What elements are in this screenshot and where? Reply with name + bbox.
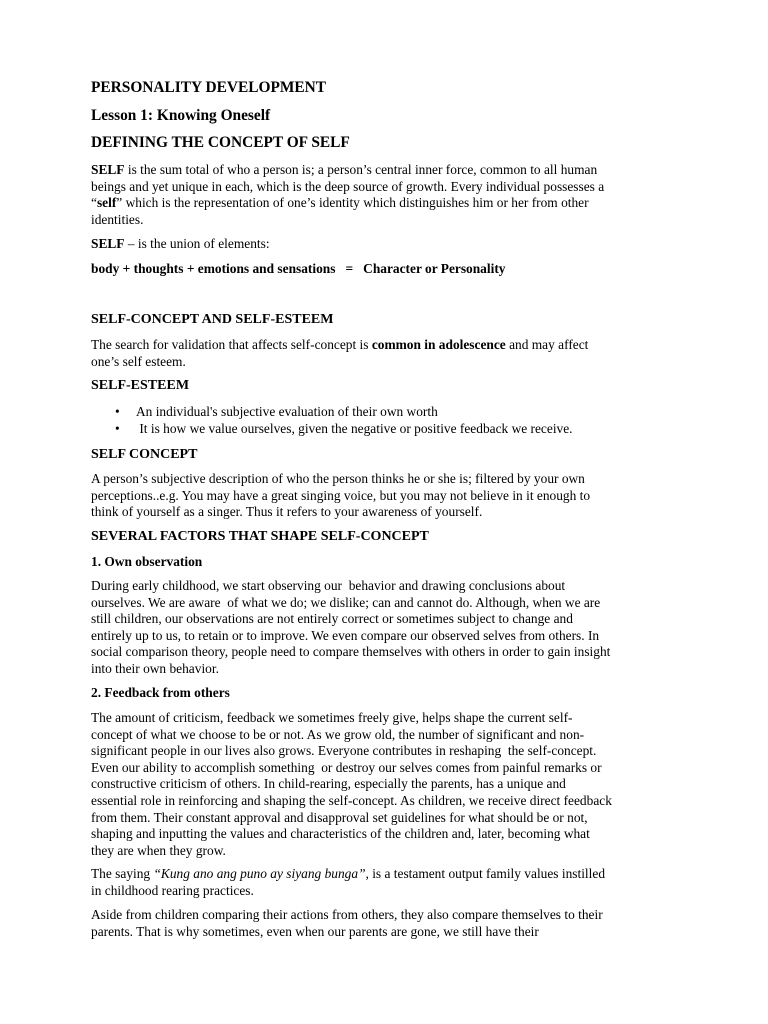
self-esteem-heading: SELF-ESTEEM [91, 378, 190, 393]
document-title: PERSONALITY DEVELOPMENT [91, 79, 327, 96]
self-def-open-quote: “ [91, 195, 97, 211]
self-esteem-list [91, 404, 691, 437]
self-term: SELF [91, 162, 125, 177]
saying-post: is a testament output family values instilled [368, 866, 606, 881]
paragraph-line: The amount of criticism, feedback we sometimes freely give, helps shape the current self- [91, 710, 573, 725]
list-item: • It is how we value ourselves, given the negative or positive feedback we receive. [91, 421, 691, 438]
factor-1-paragraph [91, 578, 691, 678]
paragraph-line: into their own behavior. [91, 660, 219, 676]
paragraph-line: concept of what we choose to be or not. As we grow old, the number of significant and non- [91, 726, 585, 742]
lesson-title: Lesson 1: Knowing Oneself [91, 107, 271, 124]
self-def-line-4: identities. [91, 211, 144, 227]
paragraph-line: social comparison theory, people need to compare themselves with others in order to gain insight [91, 644, 611, 660]
closing-paragraph [91, 907, 691, 940]
self-equation: body + thoughts + emotions and sensations = Character or Personality [91, 261, 506, 276]
self-def-line-2: beings and yet unique in each, which is the deep source of growth. Every individual possesses a [91, 178, 605, 194]
saying-quote: “Kung ano ang puno ay siyang bunga”, [153, 866, 369, 881]
paragraph-line: still children, our observations are not entirely correct or sometimes subject to change and [91, 611, 573, 627]
factor-2-paragraph [91, 710, 691, 859]
self-union-text: – is the union of elements: [124, 236, 270, 251]
saying-line-2: in childhood rearing practices. [91, 882, 254, 898]
saying-pre: The saying [91, 866, 154, 881]
validation-line-1-post: and may affect [505, 337, 589, 352]
paragraph-line: they are when they grow. [91, 842, 226, 858]
paragraph-line: parents. That is why sometimes, even when our parents are gone, we still have their [91, 923, 539, 939]
self-concept-heading: SELF CONCEPT [91, 447, 198, 462]
paragraph-line: significant people in our lives also grows. Everyone contributes in reshaping the self-concept. [91, 743, 597, 759]
self-def-line-3: ” which is the representation of one’s identity which distinguishes him or her from other [116, 195, 589, 211]
saying-paragraph [91, 866, 691, 899]
paragraph-line: essential role in reinforcing and shaping the self-concept. As children, we receive direct feedback [91, 792, 612, 808]
self-quoted-term: self [96, 195, 117, 211]
paragraph-line: ourselves. We are aware of what we do; we dislike; can and cannot do. Although, when we are [91, 594, 601, 610]
factor-1-heading: 1. Own observation [91, 554, 203, 569]
list-item: • An individual's subjective evaluation of their own worth [91, 404, 691, 421]
section-heading-self-concept-esteem: SELF-CONCEPT AND SELF-ESTEEM [91, 312, 334, 327]
paragraph-line: Aside from children comparing their actions from others, they also compare themselves to their [91, 907, 603, 922]
paragraph-line: think of yourself as a singer. Thus it refers to your awareness of yourself. [91, 504, 483, 520]
self-union-line [91, 236, 691, 253]
paragraph-line: Even our ability to accomplish something or destroy our selves comes from painful remarks or [91, 759, 602, 775]
paragraph-line: constructive criticism of others. In child-rearing, especially the parents, has a unique and [91, 776, 566, 792]
validation-bold-phrase: common in adolescence [371, 337, 506, 352]
section-heading-defining-self: DEFINING THE CONCEPT OF SELF [91, 134, 350, 151]
factors-heading: SEVERAL FACTORS THAT SHAPE SELF-CONCEPT [91, 529, 429, 544]
self-definition-paragraph [91, 162, 691, 228]
paragraph-line: A person’s subjective description of who the person thinks he or she is; filtered by your own [91, 471, 585, 486]
self-concept-paragraph [91, 471, 691, 521]
validation-line-2: one’s self esteem. [91, 353, 186, 369]
paragraph-line: from them. Their constant approval and disapproval set guidelines for what should be or not, [91, 809, 588, 825]
paragraph-line: entirely up to us, to retain or to improve. We even compare our observed selves from others. In [91, 627, 600, 643]
paragraph-line: During early childhood, we start observing our behavior and drawing conclusions about [91, 578, 566, 593]
paragraph-line: shaping and inputting the values and characteristics of the children and, later, becoming what [91, 826, 590, 842]
validation-paragraph [91, 337, 691, 370]
validation-line-1-pre: The search for validation that affects self-concept is [91, 337, 372, 352]
factor-2-heading: 2. Feedback from others [91, 685, 230, 700]
paragraph-line: perceptions..e.g. You may have a great singing voice, but you may not believe in it enough to [91, 487, 591, 503]
self-def-line-1: is the sum total of who a person is; a person’s central inner force, common to all human [124, 162, 598, 177]
self-union-term: SELF [91, 236, 125, 251]
